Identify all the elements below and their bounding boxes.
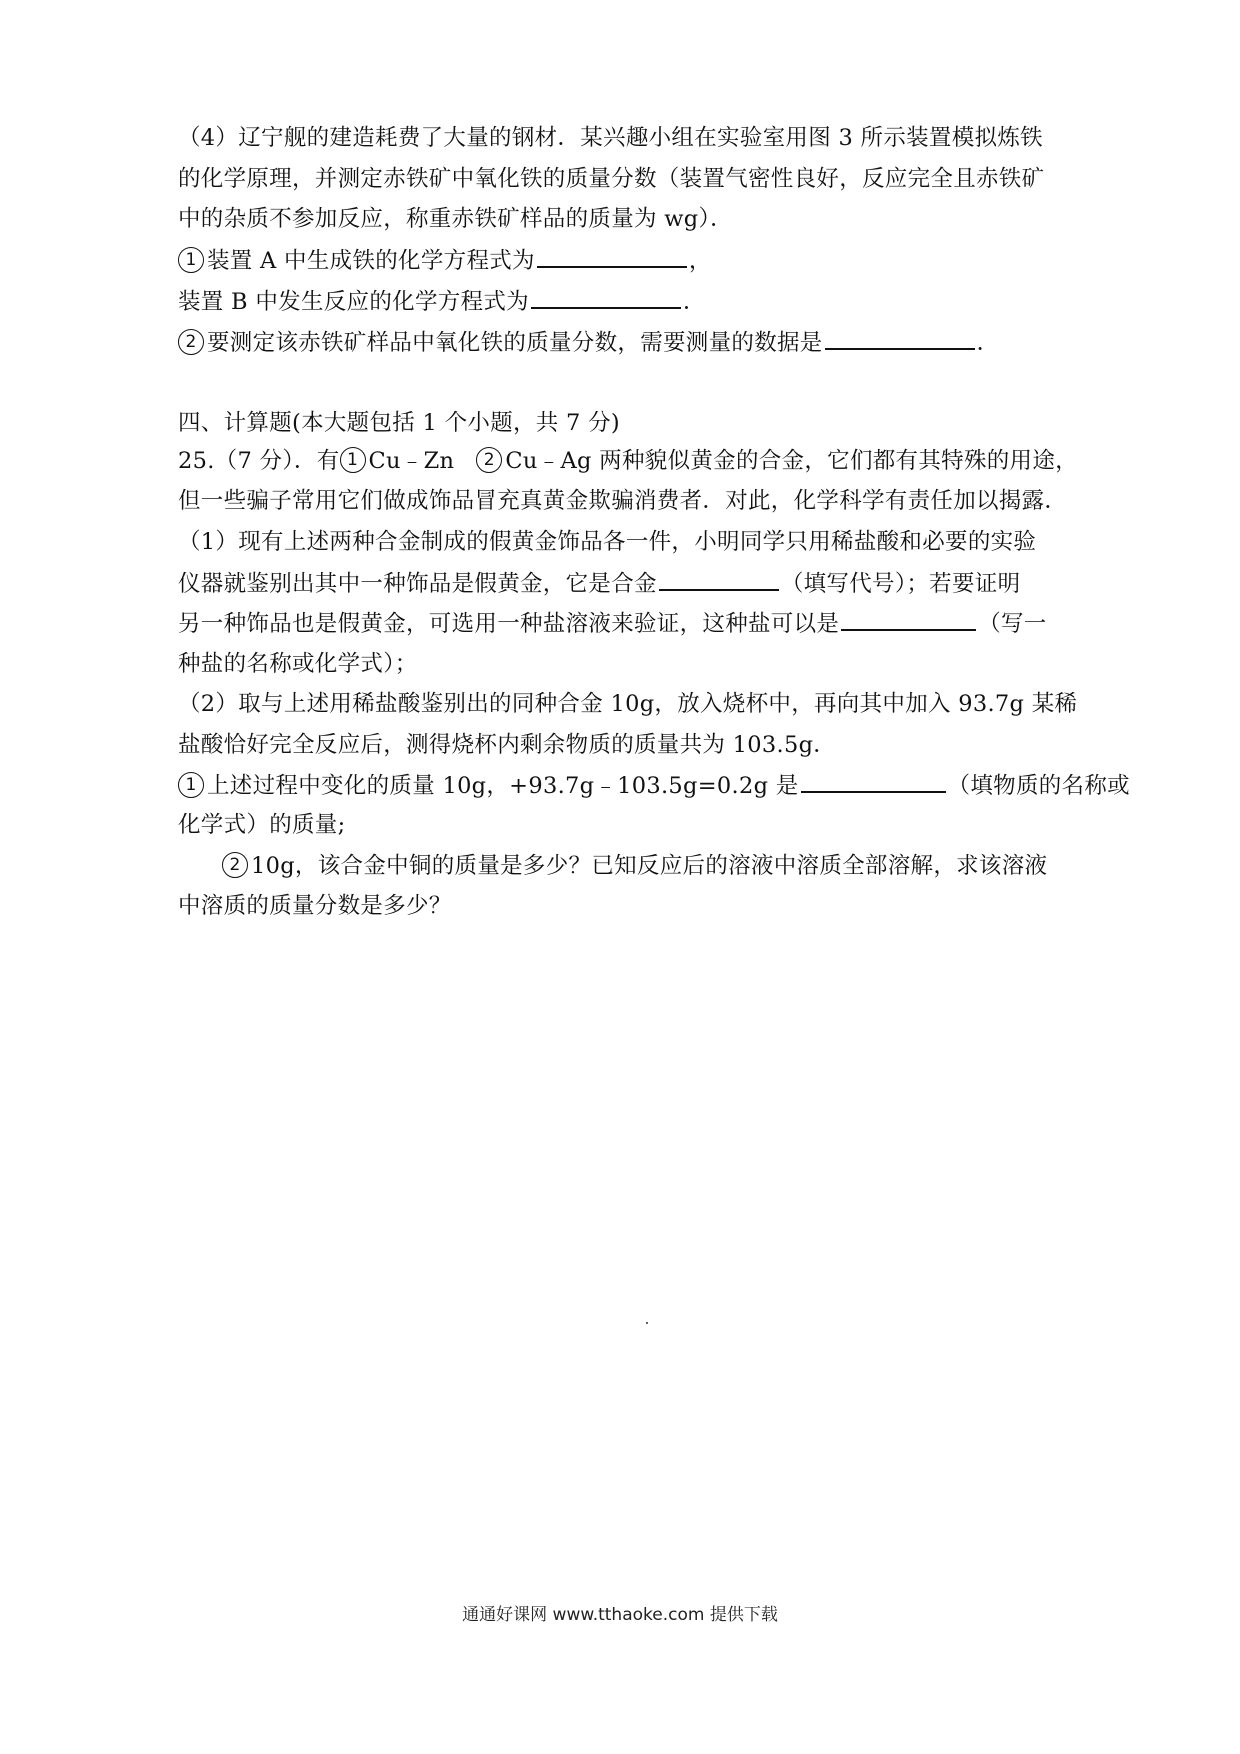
section-heading: 四、计算题(本大题包括 1 个小题，共 7 分) <box>178 410 620 436</box>
q25-part1-line4: 种盐的名称或化学式）； <box>178 651 418 677</box>
circled-number-1: 1 <box>178 772 204 798</box>
answer-blank[interactable] <box>531 281 681 309</box>
q25-part2-line1: （2）取与上述用稀盐酸鉴别出的同种合金 10g，放入烧杯中，再向其中加入 93.7g 某稀 <box>178 691 1078 717</box>
answer-blank[interactable] <box>801 765 946 793</box>
part4-question-2: 2 要测定该赤铁矿样品中氧化铁的质量分数，需要测量的数据是 ． <box>178 322 999 363</box>
q25-part1-line1: （1）现有上述两种合金制成的假黄金饰品各一件，小明同学只用稀盐酸和必要的实验 <box>178 529 1037 555</box>
part4-line2: 的化学原理，并测定赤铁矿中氧化铁的质量分数（装置气密性良好，反应完全且赤铁矿 <box>178 166 1045 192</box>
answer-blank[interactable] <box>825 322 975 350</box>
answer-blank[interactable] <box>841 603 976 631</box>
q25-part2-question-1: 1 上述过程中变化的质量 10g，+93.7g﹣103.5g=0.2g 是 （填物质的名称或 <box>178 765 1130 806</box>
part4-line1: （4）辽宁舰的建造耗费了大量的钢材．某兴趣小组在实验室用图 3 所示装置模拟炼铁 <box>178 125 1043 151</box>
q25-line2: 但一些骗子常用它们做成饰品冒充真黄金欺骗消费者．对此，化学科学有责任加以揭露． <box>178 488 1068 514</box>
q25-part1-line3: 另一种饰品也是假黄金，可选用一种盐溶液来验证，这种盐可以是 （写一 <box>178 603 1047 644</box>
part4-question-1b: 装置 B 中发生反应的化学方程式为 ． <box>178 281 706 322</box>
q25-part2-question-2: 2 10g，该合金中铜的质量是多少？已知反应后的溶液中溶质全部溶解，求该溶液 <box>222 846 1047 886</box>
answer-blank[interactable] <box>659 563 779 591</box>
circled-number-2: 2 <box>222 852 248 878</box>
part4-line3: 中的杂质不参加反应，称重赤铁矿样品的质量为 wg）． <box>178 206 733 232</box>
circled-number-2: 2 <box>178 329 204 355</box>
circled-number-2: 2 <box>476 447 502 473</box>
circled-number-1: 1 <box>340 447 366 473</box>
circled-number-1: 1 <box>178 247 204 273</box>
answer-blank[interactable] <box>537 240 687 268</box>
q25-part2-question-1-line2: 化学式）的质量; <box>178 812 346 838</box>
scan-speck <box>646 1322 648 1324</box>
q25-part1-line2: 仪器就鉴别出其中一种饰品是假黄金，它是合金 （填写代号）；若要证明 <box>178 563 1020 604</box>
q25-part2-line2: 盐酸恰好完全反应后，测得烧杯内剩余物质的质量共为 103.5g． <box>178 732 837 758</box>
footer-credit: 通通好课网 www.tthaoke.com 提供下载 <box>462 1605 778 1625</box>
part4-question-1: 1 装置 A 中生成铁的化学方程式为 ， <box>178 240 712 281</box>
q25-part2-question-2-line2: 中溶质的质量分数是多少？ <box>178 893 452 919</box>
q25-line1: 25.（7 分）．有 1 Cu﹣Zn 2 Cu﹣Ag 两种貌似黄金的合金，它们都有其特殊的用途， <box>178 448 1078 474</box>
